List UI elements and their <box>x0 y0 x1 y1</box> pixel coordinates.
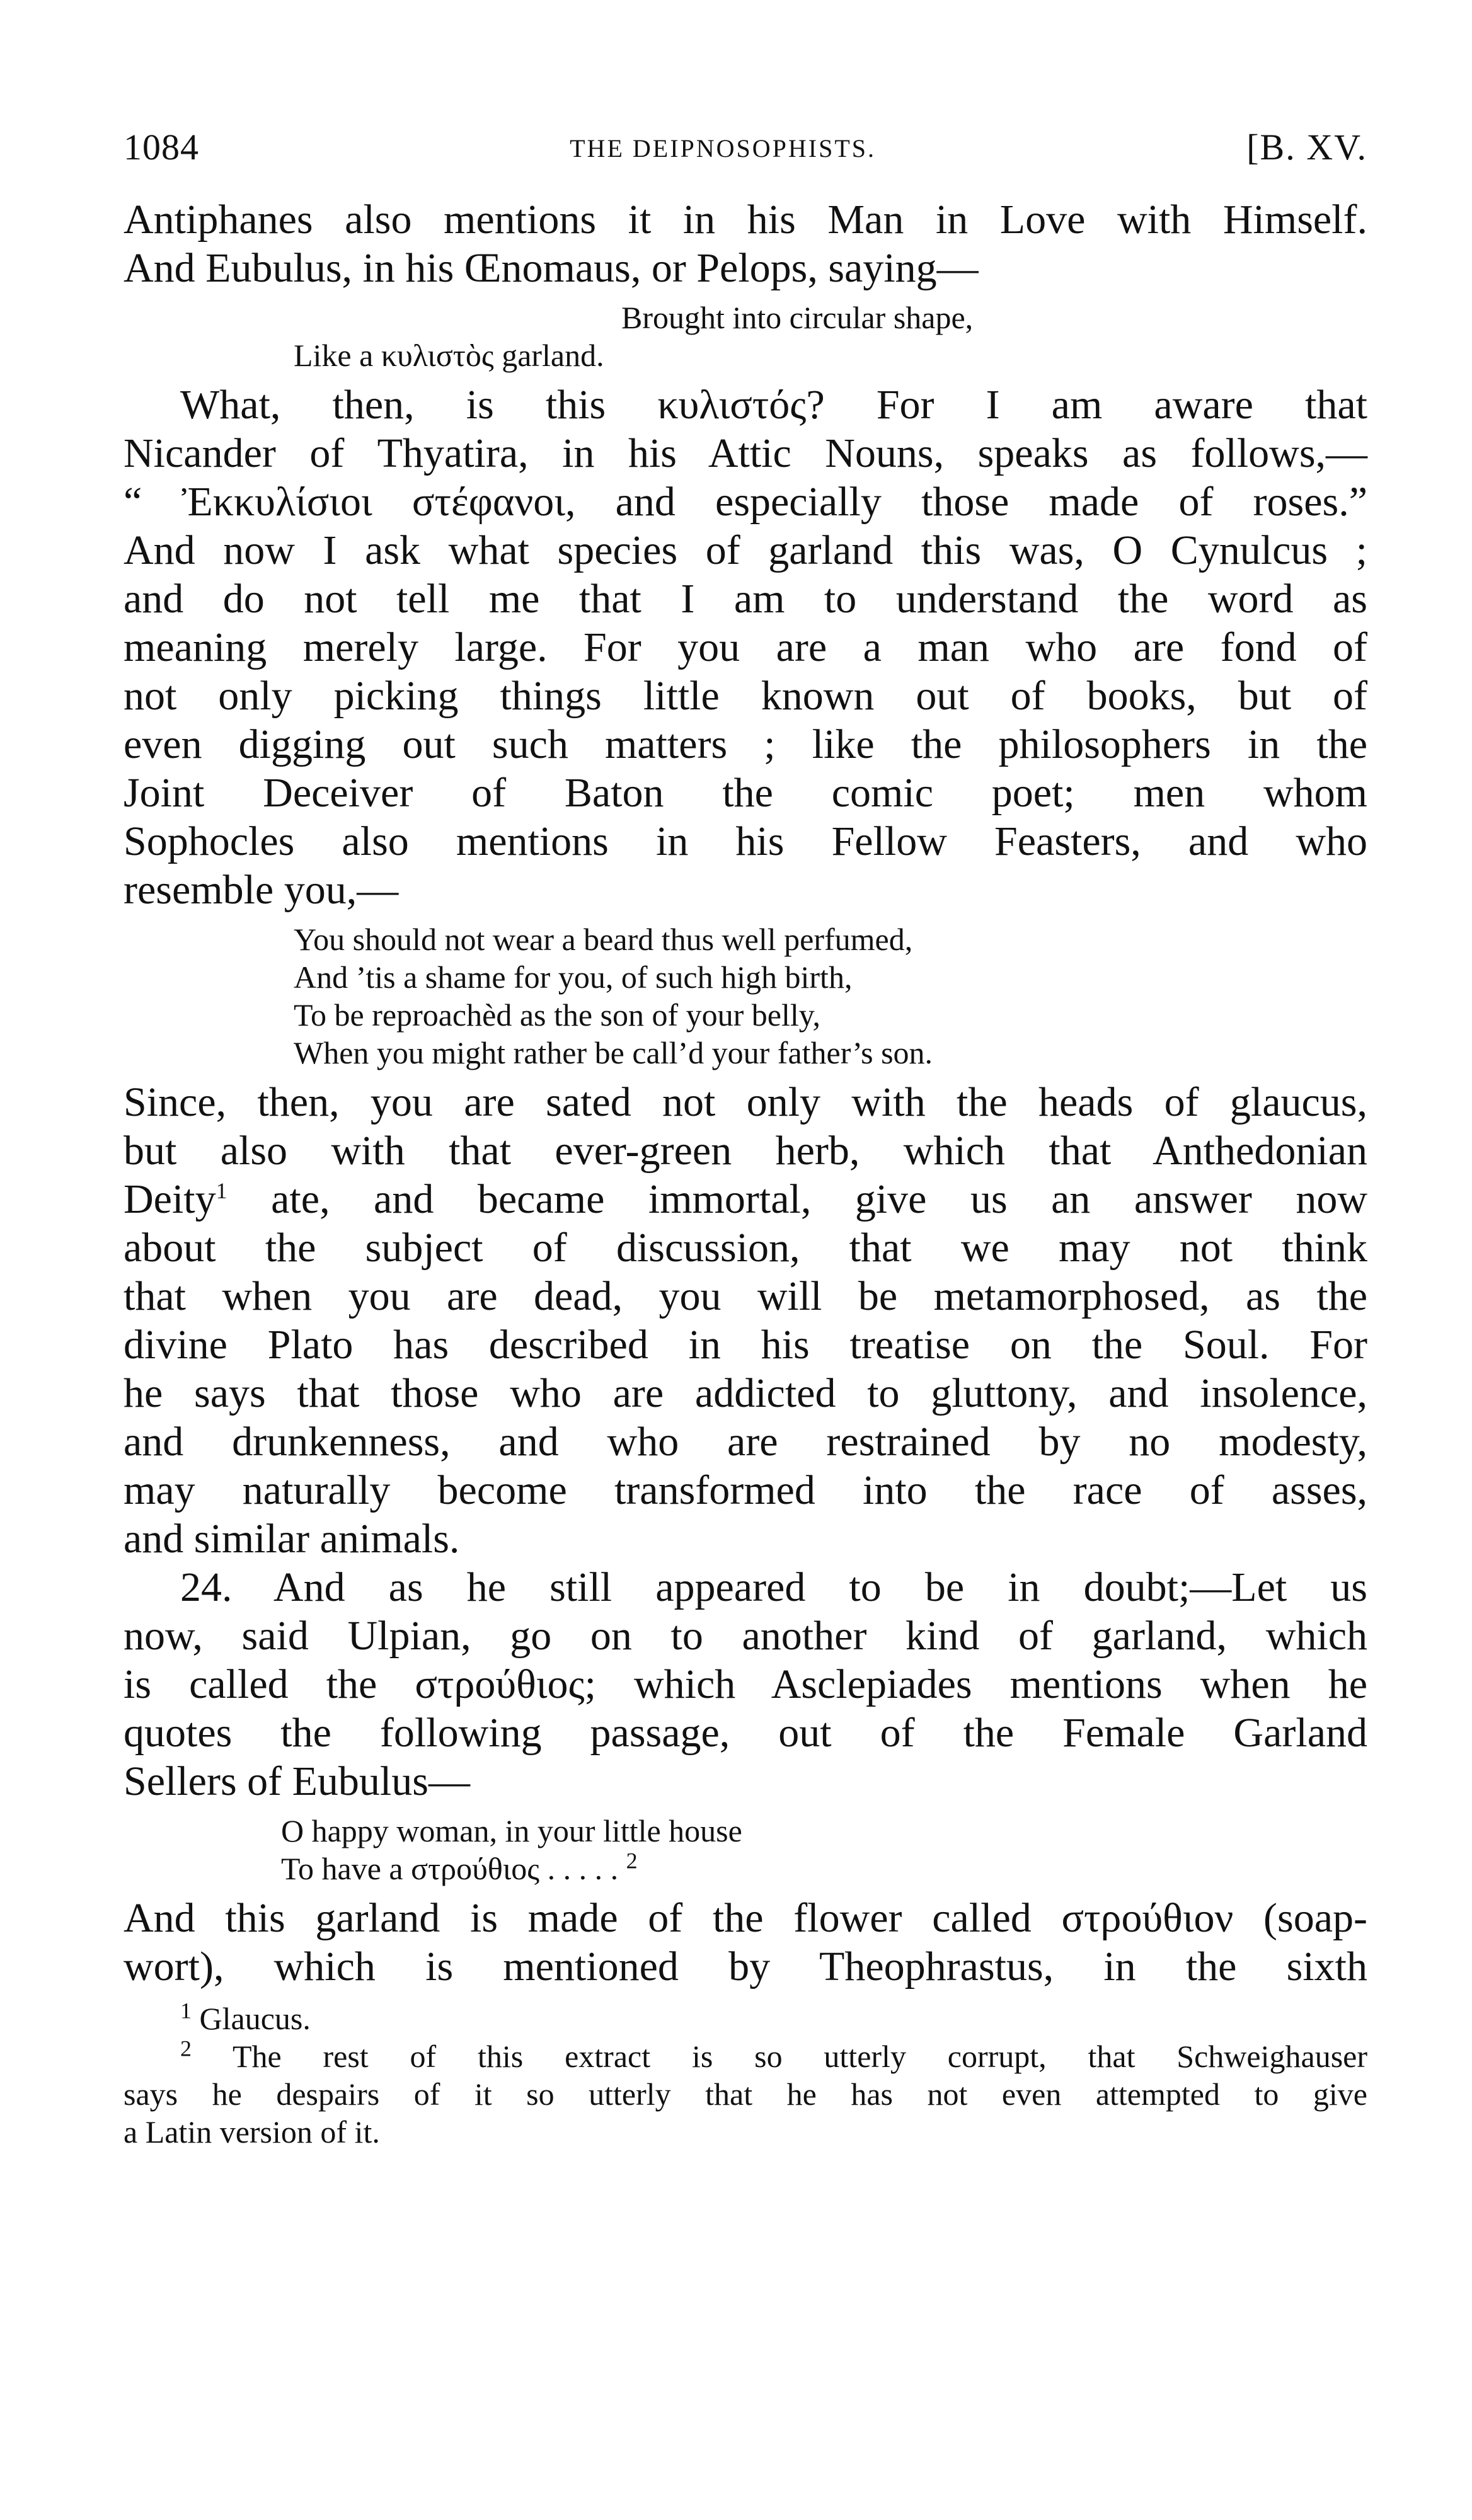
text-span: To have a στρούθιος . . . . . <box>281 1851 619 1886</box>
verse-line: When you might rather be call’d your father’s son. <box>294 1035 933 1070</box>
verse-line: You should not wear a beard thus well perfumed, <box>294 922 913 957</box>
text-line: 24. And as he still appeared to be in doubt;—Let us <box>180 1564 1367 1610</box>
paragraph-1 <box>124 195 1367 292</box>
text-line: And Eubulus, in his Œnomaus, or Pelops, saying— <box>124 245 979 291</box>
text-line: may naturally become transformed into the race of asses, <box>124 1467 1367 1513</box>
text-line: Sophocles also mentions in his Fellow Feasters, and who <box>124 818 1367 864</box>
text-line <box>124 1175 1367 1223</box>
text-line: quotes the following passage, out of the Female Garland <box>124 1710 1367 1756</box>
text-line: Since, then, you are sated not only with the heads of glaucus, <box>124 1079 1367 1125</box>
footnote-text: The rest of this extract is so utterly corrupt, that Schweighauser <box>232 2039 1367 2074</box>
text-line: is called the στρούθιος; which Asclepiades mentions when he <box>124 1661 1367 1707</box>
text-line: even digging out such matters ; like the philosophers in the <box>124 721 1367 767</box>
text-line: “ Ἐκκυλίσιοι στέφανοι, and especially those made of roses.” <box>124 479 1367 525</box>
verse-line: Brought into circular shape, <box>621 300 974 335</box>
verse-quote-2 <box>124 920 1367 1072</box>
verse-line: O happy woman, in your little house <box>281 1813 742 1848</box>
footnote-1 <box>124 2000 1367 2037</box>
book-label: [B. XV. <box>1246 127 1367 168</box>
text-line: about the subject of discussion, that we may not think <box>124 1225 1367 1271</box>
text-line: and do not tell me that I am to understand the word as <box>124 576 1367 622</box>
footnote-text: Glaucus. <box>199 2001 311 2036</box>
footnote-line: a Latin version of it. <box>124 2114 380 2150</box>
page-number: 1084 <box>124 127 199 168</box>
text-line: and drunkenness, and who are restrained by no modesty, <box>124 1419 1367 1465</box>
verse-line <box>124 1850 1367 1887</box>
text-line: divine Plato has described in his treatise on the Soul. For <box>124 1322 1367 1368</box>
footnote-2 <box>124 2037 1367 2075</box>
footnote-mark-1: 1 <box>216 1178 227 1203</box>
text-line: What, then, is this κυλιστός? For I am aware that <box>180 382 1367 428</box>
text-line: And now I ask what species of garland this was, O Cynulcus ; <box>124 527 1367 573</box>
text-line: and similar animals. <box>124 1516 460 1562</box>
text-line: meaning merely large. For you are a man who are fond of <box>124 624 1367 670</box>
page <box>124 126 1367 2151</box>
running-title: THE DEIPNOSOPHISTS. <box>570 134 877 163</box>
footnote-mark-2: 2 <box>626 1848 638 1874</box>
text-span: Deity <box>124 1176 216 1222</box>
text-line: that when you are dead, you will be metamorphosed, as the <box>124 1273 1367 1319</box>
text-line: he says that those who are addicted to gluttony, and insolence, <box>124 1370 1367 1416</box>
footnote-line: says he despairs of it so utterly that he has not even attempted to give <box>124 2076 1367 2112</box>
text-line: Nicander of Thyatira, in his Attic Nouns, speaks as follows,— <box>124 430 1367 476</box>
text-line: but also with that ever-green herb, which that Anthedonian <box>124 1128 1367 1174</box>
paragraph-2 <box>124 381 1367 914</box>
verse-line: Like a κυλιστὸς garland. <box>294 338 604 373</box>
text-line: Antiphanes also mentions it in his Man in Love with Himself. <box>124 197 1367 243</box>
footnote-number: 2 <box>180 2036 192 2061</box>
footnote-number: 1 <box>180 1998 192 2024</box>
paragraph-4 <box>124 1563 1367 1806</box>
text-span: ate, and became immortal, give us an answer now <box>227 1176 1367 1222</box>
paragraph-3 <box>124 1078 1367 1563</box>
verse-quote-3 <box>124 1812 1367 1887</box>
verse-line: To be reproachèd as the son of your belly, <box>294 997 821 1033</box>
verse-quote-1 <box>124 299 1367 374</box>
text-line: Joint Deceiver of Baton the comic poet; men whom <box>124 770 1367 816</box>
paragraph-5 <box>124 1894 1367 1991</box>
verse-line: And ’tis a shame for you, of such high birth, <box>294 959 853 995</box>
footnotes <box>124 2000 1367 2151</box>
text-line: And this garland is made of the flower called στρούθιον (soap- <box>124 1895 1367 1941</box>
running-header <box>124 126 1367 195</box>
text-line: Sellers of Eubulus— <box>124 1758 470 1804</box>
text-line: now, said Ulpian, go on to another kind of garland, which <box>124 1613 1367 1659</box>
text-line: resemble you,— <box>124 867 399 913</box>
text-line: not only picking things little known out of books, but of <box>124 673 1367 719</box>
text-line: wort), which is mentioned by Theophrastus, in the sixth <box>124 1944 1367 1990</box>
